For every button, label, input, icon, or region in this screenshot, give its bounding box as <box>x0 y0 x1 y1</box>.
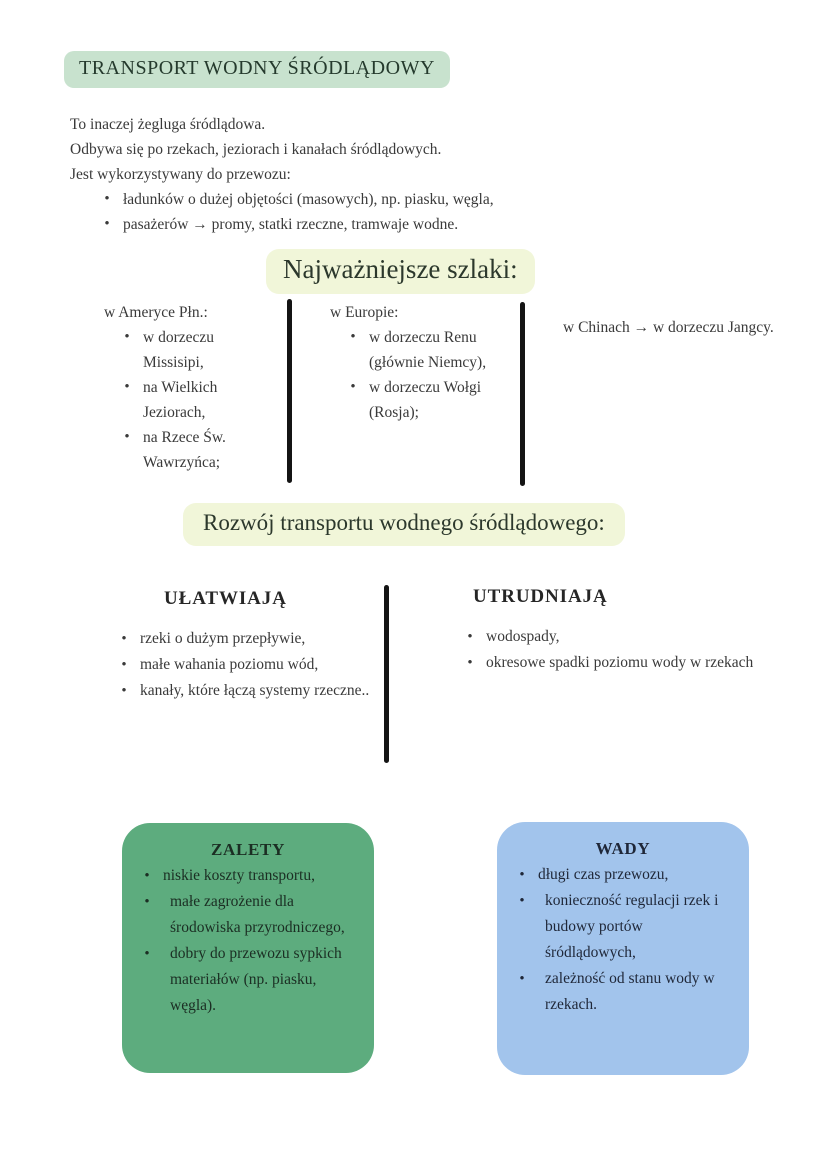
list-item-text: wodospady, <box>486 628 560 645</box>
bullet-icon: • <box>104 216 110 232</box>
advantages-heading: ZALETY <box>210 840 286 859</box>
disadvantages-item <box>515 888 737 966</box>
disadvantages-item-text: konieczność regulacji rzek i budowy portów śródlądowych, <box>545 892 719 961</box>
bullet-icon: • <box>519 893 525 909</box>
list-item-text: na Rzece Św. Wawrzyńca; <box>143 429 226 471</box>
szlaki-column-china <box>563 315 774 340</box>
bullet-icon: • <box>124 429 130 445</box>
list-item <box>117 678 397 704</box>
hinder-heading: UTRUDNIAJĄ <box>473 586 608 607</box>
bullet-icon: • <box>144 868 150 884</box>
bullet-icon: • <box>519 867 525 883</box>
szlaki-column-america <box>104 300 265 475</box>
intro-bullet-text: pasażerów → promy, statki rzeczne, tramwaje wodne. <box>123 216 459 233</box>
advantages-item-text: dobry do przewozu sypkich materiałów (np. piasku, węgla). <box>170 945 342 1014</box>
advantages-box <box>122 823 374 1073</box>
list-item <box>117 652 397 678</box>
list-item-text: w dorzeczu Wołgi (Rosja); <box>369 379 482 421</box>
disadvantages-item <box>515 966 737 1018</box>
column-divider <box>287 299 292 483</box>
list-item <box>117 626 397 652</box>
intro-line: Jest wykorzystywany do przewozu: <box>70 166 291 183</box>
list-item-text: rzeki o dużym przepływie, <box>140 630 306 647</box>
list-item <box>463 650 793 676</box>
list-item <box>120 375 265 425</box>
advantages-item-text: małe zagrożenie dla środowiska przyrodniczego, <box>170 893 345 936</box>
intro-bullet-item <box>100 212 494 237</box>
bullet-icon: • <box>121 631 127 647</box>
bullet-icon: • <box>467 655 473 671</box>
list-item <box>346 325 495 375</box>
column-divider <box>520 302 525 486</box>
list-item-text: w dorzeczu Missisipi, <box>143 329 214 371</box>
intro-paragraph <box>70 112 494 237</box>
bullet-icon: • <box>121 683 127 699</box>
szlaki-column-europe <box>330 300 495 425</box>
bullet-icon: • <box>104 191 110 207</box>
szlaki-heading: Najważniejsze szlaki: <box>266 249 535 294</box>
advantages-item <box>140 863 362 889</box>
bullet-icon: • <box>121 657 127 673</box>
disadvantages-item-text: długi czas przewozu, <box>538 866 669 883</box>
szlaki-column-header: w Europie: <box>330 304 399 321</box>
list-item-text: małe wahania poziomu wód, <box>140 656 319 673</box>
szlaki-column-text: w Chinach → w dorzeczu Jangcy. <box>563 319 774 336</box>
advantages-item <box>140 889 362 941</box>
list-item <box>463 624 793 650</box>
facilitate-heading: UŁATWIAJĄ <box>164 588 287 609</box>
bullet-icon: • <box>350 379 356 395</box>
intro-bullet-text: ładunków o dużej objętości (masowych), np. piasku, węgla, <box>123 191 494 208</box>
bullet-icon: • <box>124 329 130 345</box>
hinder-list <box>463 624 793 676</box>
disadvantages-item <box>515 862 737 888</box>
advantages-item <box>140 941 362 1019</box>
intro-line: To inaczej żegluga śródlądowa. <box>70 116 266 133</box>
list-item-text: okresowe spadki poziomu wody w rzekach <box>486 654 754 671</box>
list-item-text: na Wielkich Jeziorach, <box>143 379 218 421</box>
disadvantages-item-text: zależność od stanu wody w rzekach. <box>545 970 715 1013</box>
bullet-icon: • <box>467 629 473 645</box>
bullet-icon: • <box>519 971 525 987</box>
list-item-text: w dorzeczu Renu (głównie Niemcy), <box>369 329 487 371</box>
bullet-icon: • <box>124 379 130 395</box>
column-divider <box>384 585 389 763</box>
advantages-item-text: niskie koszty transportu, <box>163 867 315 884</box>
bullet-icon: • <box>144 946 150 962</box>
intro-line: Odbywa się po rzekach, jeziorach i kanałach śródlądowych. <box>70 141 442 158</box>
rozwoj-heading: Rozwój transportu wodnego śródlądowego: <box>183 503 625 546</box>
list-item <box>120 325 265 375</box>
intro-bullet-item <box>100 187 494 212</box>
list-item-text: kanały, które łączą systemy rzeczne.. <box>140 682 370 699</box>
disadvantages-heading: WADY <box>595 839 651 858</box>
bullet-icon: • <box>350 329 356 345</box>
disadvantages-box <box>497 822 749 1075</box>
facilitate-list <box>117 626 397 704</box>
page-title: TRANSPORT WODNY ŚRÓDLĄDOWY <box>64 51 450 88</box>
bullet-icon: • <box>144 894 150 910</box>
list-item <box>120 425 265 475</box>
szlaki-column-header: w Ameryce Płn.: <box>104 304 208 321</box>
list-item <box>346 375 495 425</box>
